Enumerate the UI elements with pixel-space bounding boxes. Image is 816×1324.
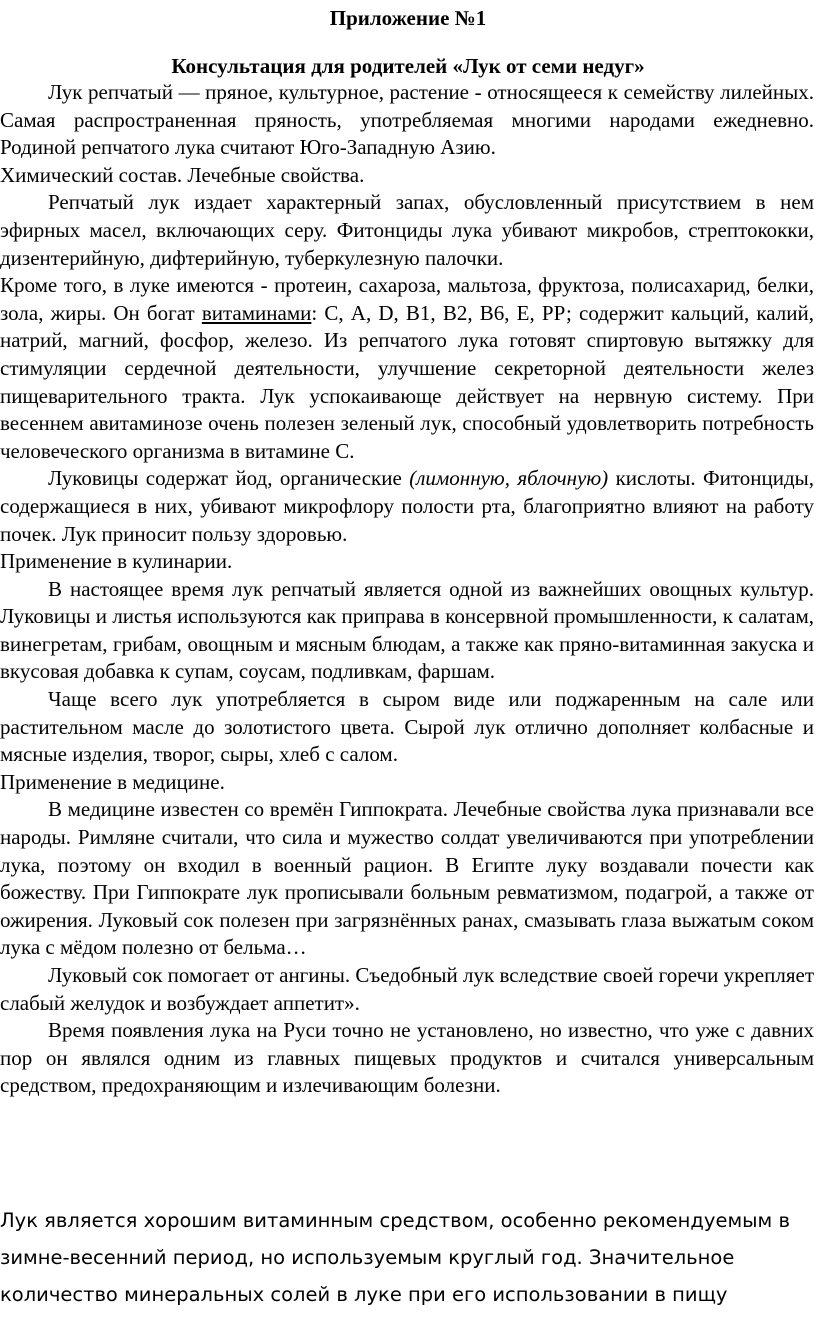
vitamin-line-3: количество минеральных солей в луке при его использовании в пищу bbox=[0, 1283, 728, 1306]
acids-italic: (лимонную, яблочную) bbox=[409, 466, 609, 491]
paragraph-intro: Лук репчатый — пряное, культурное, растение - относящееся к семейству лилейных. Самая распространенная пряность, употребляемая многими народами ежедневно. Родиной репчатого лука считают Юго-Западную Азию. bbox=[0, 80, 814, 160]
vitamin-line-2: зимне-весенний период, но используемым круглый год. Значительное bbox=[0, 1246, 735, 1269]
section-heading-culinary: Применение в кулинарии. bbox=[0, 549, 233, 574]
paragraph-smell: Репчатый лук издает характерный запах, обусловленный присутствием в нем эфирных масел, включающих серу. Фитонциды лука убивают микробов, стрептококки, дизентерийную, дифтерийную, туберкулезную палочки. bbox=[0, 190, 814, 270]
section-heading-medicine: Применение в медицине. bbox=[0, 769, 225, 794]
paragraph-raw-onion: Чаще всего лук употребляется в сыром виде или поджаренным на сале или растительном масле до золотистого цвета. Сырой лук отлично дополняет колбасные и мясные изделия, творог, сыры, хлеб с салом. bbox=[0, 687, 814, 767]
paragraph-medicine: В медицине известен со времён Гиппократа. Лечебные свойства лука признавали все народы. Римляне считали, что сила и мужество солдат увеличиваются при употреблении лука, поэтому он входил в военный рацион. В Египте луку воздавали почести как божеству. При Гиппократе лук прописывали больным ревматизмом, подагрой, а также от ожирения. Луковый сок полезен при загрязнённых ранах, смазывать глаза выжатым соком лука с мёдом полезно от бельма… bbox=[0, 797, 814, 960]
paragraph-composition-start: Кроме того, в луке имеются - протеин, сахароза, мальтоза, фруктоза, полисахарид, белки, зола, жиры. Он богат bbox=[0, 273, 814, 325]
paragraph-culinary: В настоящее время лук репчатый является одной из важнейших овощных культур. Луковицы и листья используются как приправа в консервной промышленности, к салатам, винегретам, грибам, овощным и мясным блюдам, а также как пряно-витаминная закуска и вкусовая добавка к супам, соусам, подливкам, фаршам. bbox=[0, 576, 814, 684]
document-body bbox=[0, 79, 814, 1100]
section-heading-composition: Химический состав. Лечебные свойства. bbox=[0, 162, 365, 187]
paragraph-iodine-end: кислоты. Фитонциды, содержащиеся в них, убивают микрофлору полости рта, благоприятно влияют на работу почек. Лук приносит пользу здоровью. bbox=[0, 466, 814, 546]
paragraph-onion-juice: Луковый сок помогает от ангины. Съедобный лук вследствие своей горечи укрепляет слабый желудок и возбуждает аппетит». bbox=[0, 963, 814, 1015]
vitamin-line-1: Лук является хорошим витаминным средством, особенно рекомендуемым в bbox=[0, 1209, 790, 1232]
paragraph-history: Время появления лука на Руси точно не установлено, но известно, что уже с давних пор он являлся одним из главных пищевых продуктов и считался универсальным средством, предохраняющим и излечивающим болезни. bbox=[0, 1018, 814, 1098]
consultation-title: Консультация для родителей «Лук от семи недуг» bbox=[171, 54, 645, 78]
paragraph-iodine bbox=[0, 465, 814, 548]
paragraph-iodine-start: Луковицы содержат йод, органические bbox=[48, 466, 410, 491]
paragraph-composition bbox=[0, 272, 814, 465]
appendix-title: Приложение №1 bbox=[329, 6, 487, 30]
vitamins-link[interactable]: витаминами bbox=[201, 300, 312, 325]
paragraph-composition-end: : С, А, D, В1, В2, В6, Е, РР; содержит кальций, калий, натрий, магний, фосфор, железо. Из репчатого лука готовят спиртовую вытяжку для стимуляции сердечной деятельности, улучшение секреторной деятельности желез пищеварительного тракта. Лук успокаивающе действует на нервную систему. При весеннем авитаминозе очень полезен зеленый лук, способный удовлетворить потребность человеческого организма в витамине С. bbox=[0, 300, 814, 463]
vitamin-paragraph bbox=[0, 1202, 814, 1313]
